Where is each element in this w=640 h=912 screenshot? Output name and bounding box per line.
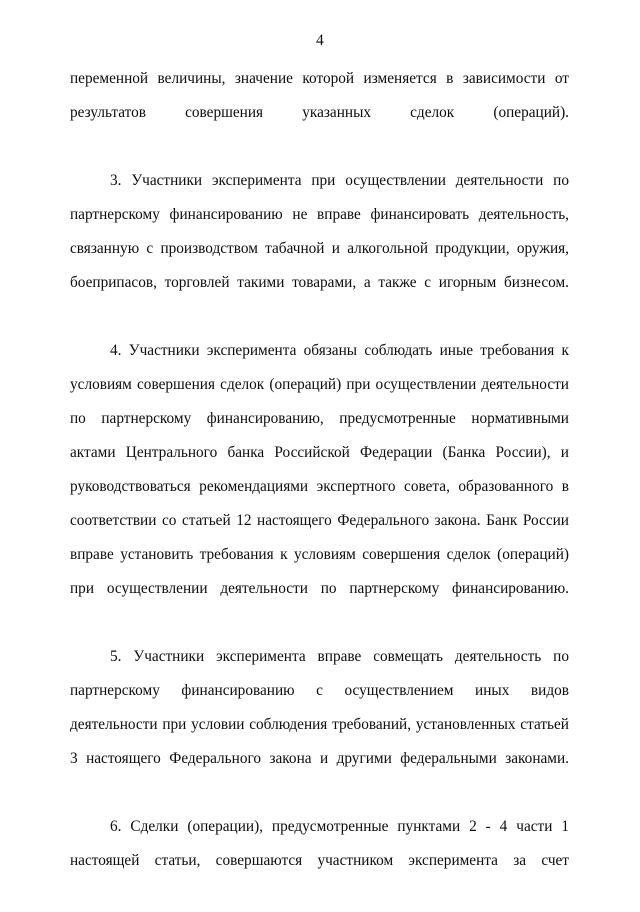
page-number: 4	[316, 32, 324, 49]
paragraph-3: 3. Участники эксперимента при осуществлении деятельности по партнерскому финансированию не вправе финансировать деятельность, связанную с производством табачной и алкогольной продукции, оружия, боеприпасов, торговлей такими товарами, а также с игорным бизнесом.	[70, 172, 569, 291]
paragraph-5: 5. Участники эксперимента вправе совмещать деятельность по партнерскому финансированию с осуществлением иных видов деятельности при условии соблюдения требований, установленных статьей 3 настоящего Федерального закона и другими федеральными законами.	[70, 648, 569, 767]
paragraph-6: 6. Сделки (операции), предусмотренные пунктами 2 - 4 части 1 настоящей статьи, совершаются участником эксперимента за счет	[70, 818, 569, 869]
paragraph-4: 4. Участники эксперимента обязаны соблюдать иные требования к условиям совершения сделок (операций) при осуществлении деятельности по партнерскому финансированию, предусмотренные нормативными актами Центрального банка Российской Федерации (Банка России), и руководствоваться рекомендациями экспертного совета, образованного в соответствии со статьей 12 настоящего Федерального закона. Банк России вправе установить требования к условиям совершения сделок (операций) при осуществлении деятельности по партнерскому финансированию.	[70, 342, 569, 597]
paragraph-continued: переменной величины, значение которой изменяется в зависимости от результатов совершения указанных сделок (операций).	[70, 70, 569, 121]
document-body	[70, 62, 569, 912]
